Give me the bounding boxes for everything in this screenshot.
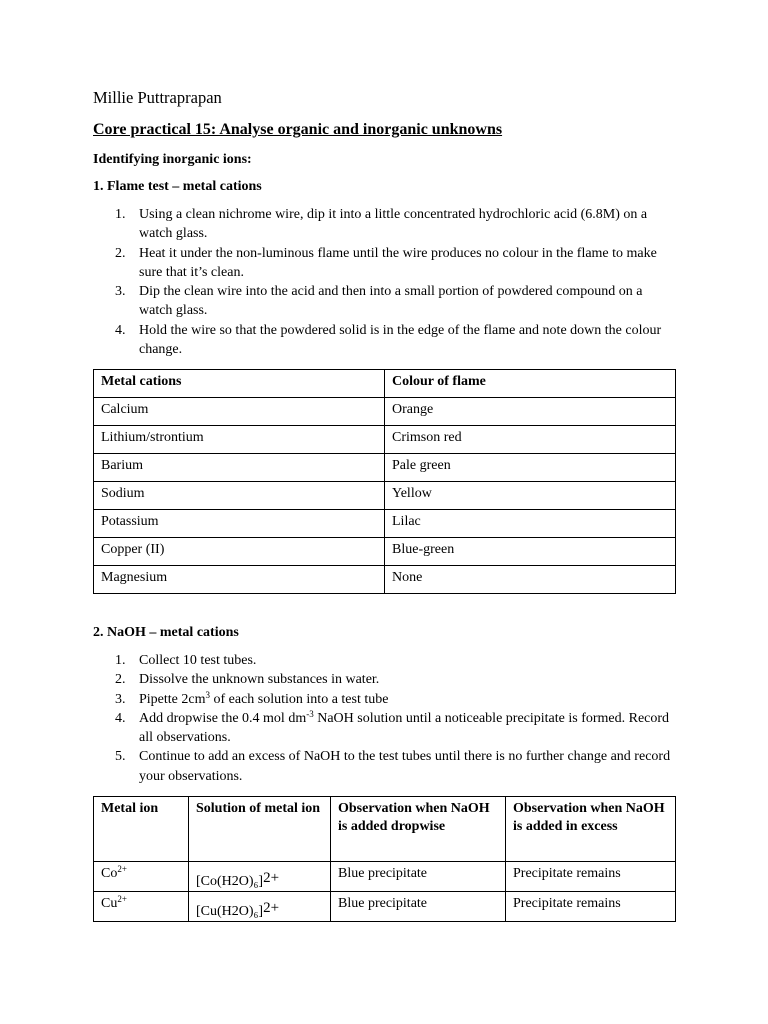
table-cell: Lilac — [385, 510, 676, 538]
list-item: 2. Heat it under the non-luminous flame until the wire produces no colour in the flame to make sure that it’s clean. — [115, 245, 657, 280]
table-row — [94, 862, 676, 892]
flame-test-steps — [93, 205, 675, 359]
author-name: Millie Puttraprapan — [93, 88, 222, 107]
list-item: 1. Collect 10 test tubes. — [115, 653, 257, 668]
table-cell: Yellow — [385, 482, 676, 510]
list-item: 3. Pipette $2cm^3$ of each solution into a test tube — [115, 689, 389, 707]
table-cell: Blue-green — [385, 538, 676, 566]
table-cell: Potassium — [94, 510, 385, 538]
table-cell: Orange — [385, 398, 676, 426]
naoh-observation-table — [93, 796, 676, 922]
table-header: Solution of metal ion — [189, 797, 331, 862]
table-cell: Copper (II) — [94, 538, 385, 566]
table-cell: Sodium — [94, 482, 385, 510]
table-row — [94, 454, 676, 482]
page-title: Core practical 15: Analyse organic and inorganic unknowns — [93, 121, 503, 138]
table-cell: Magnesium — [94, 566, 385, 594]
flame-test-heading: 1. Flame test – metal cations — [93, 179, 262, 194]
table-cell: Precipitate remains — [506, 892, 676, 922]
table-cell: Crimson red — [385, 426, 676, 454]
table-row — [94, 510, 676, 538]
list-item: 4. Add dropwise the 0.4 mol $dm^{-3}$ NaOH solution until a noticeable precipitate is formed. Record all observations. — [115, 708, 670, 746]
table-header: Metal ion — [94, 797, 189, 862]
list-item: 1. Using a clean nichrome wire, dip it into a little concentrated hydrochloric acid (6.8M) on a watch glass. — [115, 207, 648, 242]
metal-ion-cell: $Cu^{2+}$ — [94, 892, 189, 922]
table-cell: Precipitate remains — [506, 862, 676, 892]
table-row — [94, 538, 676, 566]
table-header-row — [94, 370, 676, 398]
list-item: 4. Hold the wire so that the powdered solid is in the edge of the flame and note down the colour change. — [115, 322, 662, 358]
list-item: 3. Dip the clean wire into the acid and then into a small portion of powdered compound on a watch glass. — [115, 284, 643, 319]
table-cell: Pale green — [385, 454, 676, 482]
section-heading: Identifying inorganic ions: — [93, 152, 252, 167]
table-row — [94, 892, 676, 922]
table-cell: Calcium — [94, 398, 385, 426]
list-item: 2. Dissolve the unknown substances in water. — [115, 672, 380, 688]
naoh-test-steps — [93, 651, 675, 786]
table-cell: Lithium/strontium — [94, 426, 385, 454]
metal-ion-cell: $Co^{2+}$ — [94, 862, 189, 892]
table-row — [94, 398, 676, 426]
naoh-test-heading: 2. NaOH – metal cations — [93, 625, 239, 640]
table-cell: Blue precipitate — [331, 892, 506, 922]
table-header: Metal cations — [94, 370, 385, 398]
table-header: Observation when NaOH is added dropwise — [331, 797, 506, 862]
table-row — [94, 566, 676, 594]
table-header: Observation when NaOH is added in excess — [506, 797, 676, 862]
table-cell: Barium — [94, 454, 385, 482]
table-cell: Blue precipitate — [331, 862, 506, 892]
formula-cell: [Co(H2O)₆]2+ — [189, 862, 331, 892]
table-header-row — [94, 797, 676, 862]
formula-cell: [Cu(H2O)₆]2+ — [189, 892, 331, 922]
table-row — [94, 426, 676, 454]
list-item: 5. Continue to add an excess of NaOH to the test tubes until there is no further change and record your observations. — [115, 749, 671, 784]
flame-colour-table — [93, 369, 676, 594]
table-cell: None — [385, 566, 676, 594]
table-row — [94, 482, 676, 510]
table-header: Colour of flame — [385, 370, 676, 398]
